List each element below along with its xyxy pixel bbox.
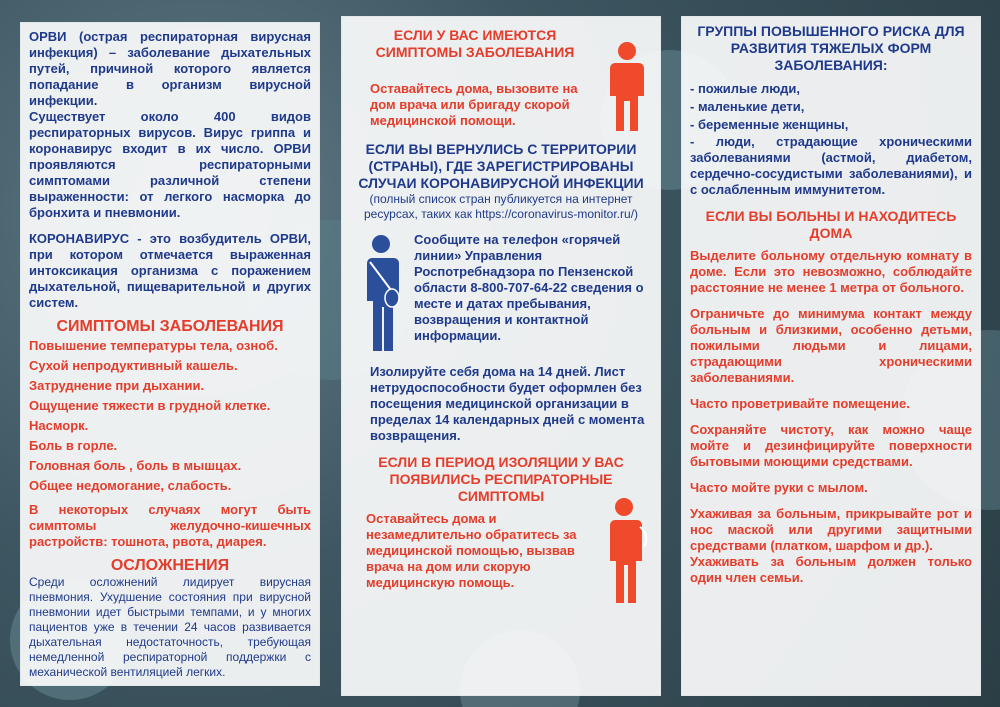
- symptom-item: Боль в горле.: [29, 438, 118, 453]
- risk-group-item: - беременные женщины,: [690, 117, 849, 132]
- heading-if-returned: ЕСЛИ ВЫ ВЕРНУЛИСЬ С ТЕРРИТОРИИ (СТРАНЫ), ГДЕ ЗАРЕГИСТРИРОВАНЫ СЛУЧАИ КОРОНАВИРУСНОЙ ИНФЕКЦИИ: [358, 141, 644, 191]
- symptom-item: Насморк.: [29, 418, 89, 433]
- heading-if-sick-at-home: ЕСЛИ ВЫ БОЛЬНЫ И НАХОДИТЕСЬ ДОМА: [705, 208, 957, 241]
- hotline-text: Сообщите на телефон «горячей линии» Управления Роспотребнадзора по Пензенской области 8-800-707-64-22 сведения о месте и датах пребывания, возвращения и контактной информации.: [414, 232, 644, 343]
- heading-if-symptoms-in-isolation: ЕСЛИ В ПЕРИОД ИЗОЛЯЦИИ У ВАС ПОЯВИЛИСЬ РЕСПИРАТОРНЫЕ СИМПТОМЫ: [378, 454, 624, 504]
- home-tip: Ухаживать за больным должен только один член семьи.: [690, 554, 972, 585]
- heading-if-symptoms: ЕСЛИ У ВАС ИМЕЮТСЯ СИМПТОМЫ ЗАБОЛЕВАНИЯ: [375, 27, 575, 60]
- home-tip: Ухаживая за больным, прикрывайте рот и нос маской или другими защитными средствами (платком, шарфом и др.).: [690, 506, 972, 553]
- risk-group-item: - маленькие дети,: [690, 99, 805, 114]
- orvi-types: Существует около 400 видов респираторных вирусов. Вирус гриппа и коронавирус входит в их число. ОРВИ проявляются респираторными симптомами различной степени выраженности: от легкого насморка до бронхита и пневмонии.: [29, 109, 311, 220]
- complications-heading: ОСЛОЖНЕНИЯ: [110, 557, 230, 574]
- heading-risk-groups: ГРУППЫ ПОВЫШЕННОГО РИСКА ДЛЯ РАЗВИТИЯ ТЯЖЕЛЫХ ФОРМ ЗАБОЛЕВАНИЯ:: [697, 23, 965, 73]
- symptoms-list: [29, 336, 311, 496]
- complications-text: Среди осложнений лидирует вирусная пневмония. Ухудшение состояния при вирусной пневмонии идет быстрыми темпами, и у многих пациентов уже в течении 24 часов развивается дыхательная недостаточность, требующая немедленной респираторной поддержки с механической вентиляцией легких.: [29, 575, 311, 679]
- symptom-item: Общее недомогание, слабость.: [29, 478, 232, 493]
- home-tip: Часто мойте руки с мылом.: [690, 480, 868, 495]
- risk-groups-list: [690, 80, 972, 198]
- gi-symptoms-note: В некоторых случаях могут быть симптомы желудочно-кишечных растройств: тошнота, рвота, диарея.: [29, 502, 311, 549]
- person-with-bag-icon: [358, 234, 404, 354]
- stay-home-text: Оставайтесь дома, вызовите на дом врача или бригаду скорой медицинской помощи.: [370, 81, 578, 128]
- panel-what-to-do: [341, 16, 661, 696]
- symptom-item: Повышение температуры тела, озноб.: [29, 338, 278, 353]
- person-standing-icon: [605, 41, 649, 133]
- seek-help-text: Оставайтесь дома и незамедлительно обратитесь за медицинской помощью, вызвав врача на дом или скорую медицинскую помощь.: [366, 511, 577, 590]
- symptom-item: Ощущение тяжести в грудной клетке.: [29, 398, 271, 413]
- home-tip: Выделите больному отдельную комнату в доме. Если это невозможно, соблюдайте расстояние не менее 1 метра от больного.: [690, 248, 972, 295]
- symptom-item: Затруднение при дыхании.: [29, 378, 205, 393]
- home-tip: Часто проветривайте помещение.: [690, 396, 910, 411]
- symptom-item: Сухой непродуктивный кашель.: [29, 358, 238, 373]
- symptoms-heading: СИМПТОМЫ ЗАБОЛЕВАНИЯ: [56, 318, 284, 335]
- symptom-item: Головная боль , боль в мышцах.: [29, 458, 242, 473]
- panel-risk-groups: [681, 16, 981, 696]
- risk-group-item: - люди, страдающие хроническими заболеваниями (астмой, диабетом, сердечно-сосудистыми заболеваниями), и с ослабленным иммунитетом.: [690, 134, 972, 197]
- self-isolate-text: Изолируйте себя дома на 14 дней. Лист нетрудоспособности будет оформлен без посещения медицинской организации в пределах 14 календарных дней с момента возвращения.: [370, 364, 645, 443]
- home-tip: Ограничьте до минимума контакт между больным и близкими, особенно детьми, пожилыми людьми и лицами, страдающими хроническими заболеваниями.: [690, 306, 972, 385]
- orvi-intro: ОРВИ (острая респираторная вирусная инфекция) – заболевание дыхательных путей, причиной которого является попадание в организм вирусной инфекции.: [29, 29, 311, 108]
- home-tip: Сохраняйте чистоту, как можно чаще мойте и дезинфицируйте поверхности бытовыми моющими средствами.: [690, 422, 972, 469]
- country-list-note: (полный список стран публикуется на интернет ресурсах, таких как https://coronavirus-monitor.ru/): [363, 192, 639, 221]
- coronavirus-definition: КОРОНАВИРУС - это возбудитель ОРВИ, при котором отмечается выраженная интоксикация организма с поражением дыхательной, пищеварительной и других систем.: [29, 231, 311, 310]
- person-coughing-icon: [600, 497, 650, 605]
- risk-group-item: - пожилые люди,: [690, 81, 801, 96]
- panel-orvi-info: [20, 22, 320, 686]
